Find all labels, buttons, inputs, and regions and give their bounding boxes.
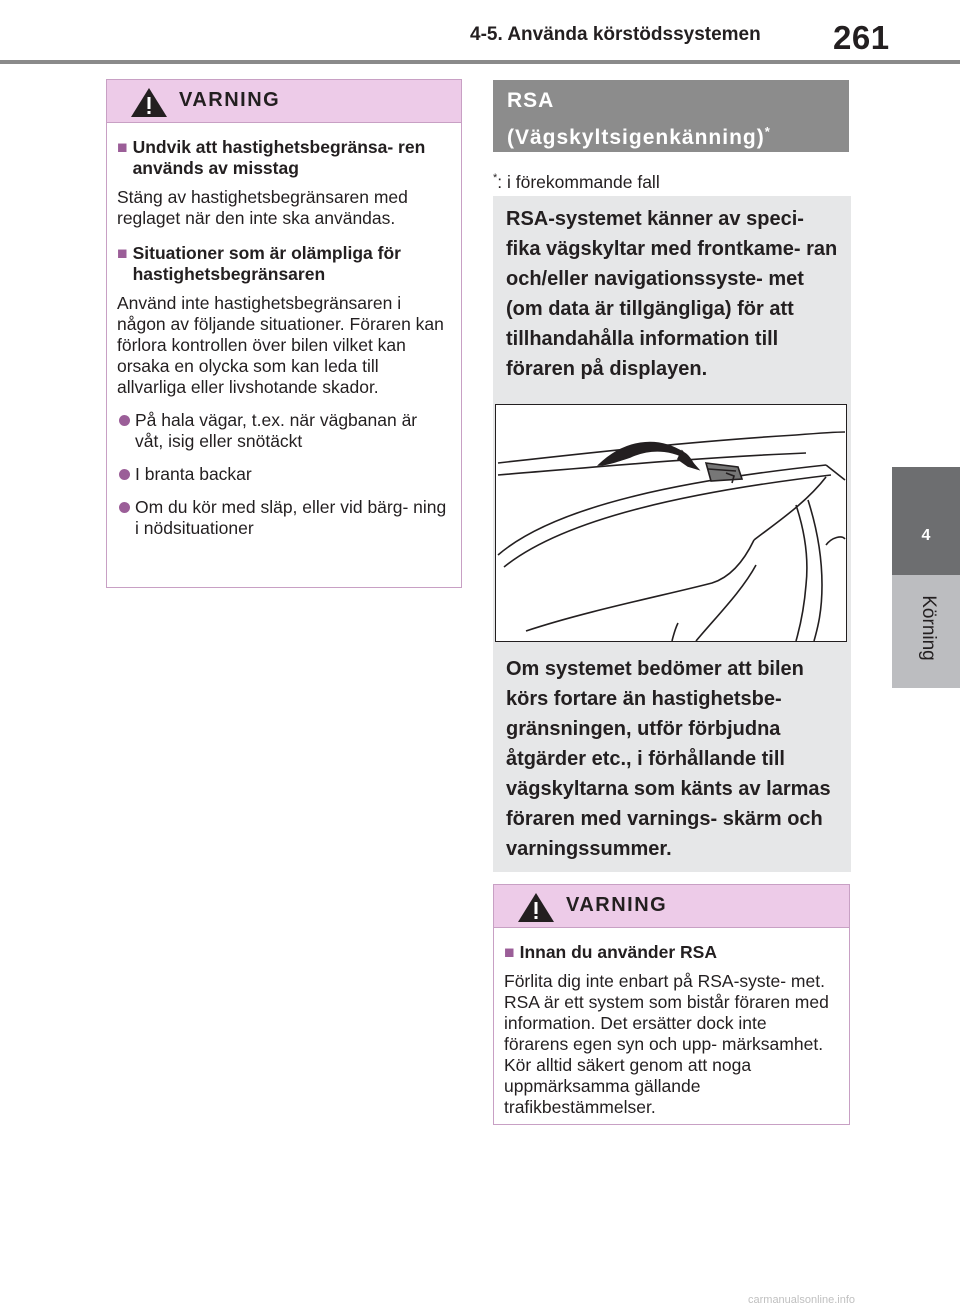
section-title: 4-5. Använda körstödssystemen <box>470 24 761 45</box>
header-divider <box>0 60 960 64</box>
bullet-item: I branta backar <box>117 464 447 485</box>
chapter-tab <box>892 467 960 575</box>
warning-triangle-icon <box>516 891 556 924</box>
warning-triangle-icon <box>129 86 169 119</box>
warning-subheading: ■ Innan du använder RSA <box>504 942 717 962</box>
warning-paragraph: Förlita dig inte enbart på RSA-syste- met. RSA är ett system som bistår föraren med information. Det ersätter dock inte förarens egen syn och upp- märksamhet. Kör alltid säkert genom att noga uppmärksamma gällande trafikbestämmelser. <box>504 971 829 1117</box>
warning-header <box>494 885 849 928</box>
warning-title: VARNING <box>566 894 668 916</box>
page-number: 261 <box>833 19 890 56</box>
warning-box-left <box>106 79 462 588</box>
bullet-item: Om du kör med släp, eller vid bärg- ning i nödsituationer <box>117 497 447 539</box>
footnote: *: i förekommande fall <box>493 172 660 192</box>
warning-box-right <box>493 884 850 1125</box>
warning-header <box>107 80 461 123</box>
bullet-item: På hala vägar, t.ex. när vägbanan är våt, isig eller snötäckt <box>117 410 447 452</box>
warning-subheading: ■ Undvik att hastighetsbegränsa- ren används av misstag <box>117 137 426 178</box>
rsa-overspeed-text: Om systemet bedömer att bilen körs fortare än hastighetsbe- gränsningen, utför förbjudna åtgärder etc., i förhållande till vägskyltarna som känts av larmas föraren med varnings- skärm och varningssummer. <box>506 658 831 860</box>
warning-subheading: ■ Situationer som är olämpliga för hastighetsbegränsaren <box>117 243 401 284</box>
warning-title: VARNING <box>179 89 281 111</box>
windshield-camera-illustration <box>495 404 847 642</box>
chapter-name: Körning <box>918 595 939 661</box>
warning-paragraph: Använd inte hastighetsbegränsaren i någon av följande situationer. Föraren kan förlora kontrollen över bilen vilket kan orsaka en olycka som kan leda till allvarliga eller livshotande skador. <box>117 293 444 397</box>
watermark: carmanualsonline.info <box>748 1294 856 1306</box>
warning-paragraph: Stäng av hastighetsbegränsaren med reglaget när den inte ska användas. <box>117 187 408 228</box>
chapter-number: 4 <box>921 527 931 544</box>
rsa-intro-text: RSA-systemet känner av speci- fika vägskyltar med frontkame- ran och/eller navigationssyste- met (om data är tillgängliga) för att tillhandahålla information till föraren på displayen. <box>506 208 838 380</box>
rsa-heading: RSA (Vägskyltsigenkänning)* <box>493 80 849 152</box>
